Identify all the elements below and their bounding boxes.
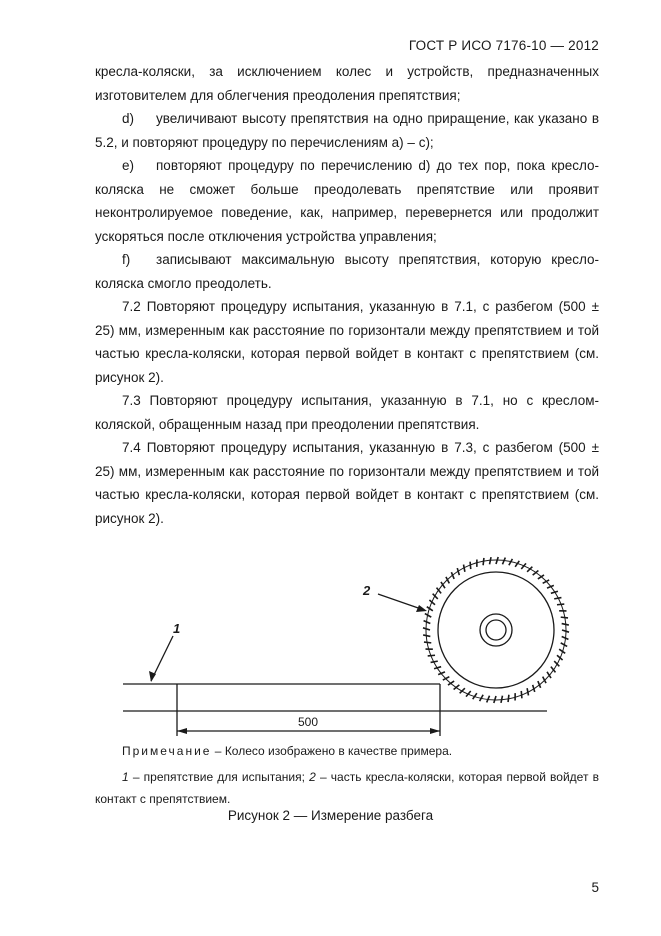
figure-label-2: 2 xyxy=(363,583,371,598)
wheel-tread-marks xyxy=(423,557,569,703)
tread-mark xyxy=(470,562,471,569)
tread-mark xyxy=(490,557,492,564)
note-label: Примечание xyxy=(122,744,212,758)
tread-mark xyxy=(423,628,430,630)
wheel-hub-inner xyxy=(486,620,506,640)
list-label: d) xyxy=(122,111,135,126)
legend-text-2: – часть кресла-коляски, которая первой войдет в контакт с препятствием. xyxy=(95,770,599,806)
tread-mark xyxy=(494,696,496,703)
list-text: повторяют процедуру по перечислению d) до тех пор, пока кресло-коляска не сможет больше преодолевать препятствие или проявит неконтролируемое поведение, как, например, перевернется или продолжит ускоряться после отключения устройства управления; xyxy=(95,158,599,244)
paragraph-continuation: кресла-коляски, за исключением колес и устройств, предназначенных изготовителем для облегчения преодоления препятствия; xyxy=(95,64,599,103)
tread-mark xyxy=(561,617,568,618)
dimension-arrow-left xyxy=(177,728,187,734)
tread-mark xyxy=(554,598,561,599)
tread-mark xyxy=(457,568,459,575)
tread-mark xyxy=(557,604,564,605)
tread-mark xyxy=(533,685,535,692)
tread-mark xyxy=(423,635,430,637)
list-label: f) xyxy=(122,252,131,267)
wheel-inner-circle xyxy=(438,572,554,688)
page-number: 5 xyxy=(591,880,599,895)
legend-number-1: 1 xyxy=(122,770,129,784)
note-dash: – xyxy=(211,744,225,758)
list-item-e xyxy=(95,154,599,248)
tread-mark xyxy=(483,558,484,565)
tread-mark xyxy=(424,642,431,643)
figure-drawing xyxy=(95,540,575,740)
legend-text-1: – препятствие для испытания; xyxy=(128,770,310,784)
tread-mark xyxy=(562,624,569,626)
tread-mark xyxy=(501,696,503,703)
paragraph-7-3: 7.3 Повторяют процедуру испытания, указанную в 7.1, но с креслом-коляской, обращенным назад при преодолении препятствия. xyxy=(95,393,599,432)
paragraph-7-2: 7.2 Повторяют процедуру испытания, указанную в 7.1, с разбегом (500 ± 25) мм, измеренным как расстояние по горизонтали между препятствием и той частью кресла-коляски, которая первой войдет в контакт с препятствием (см. рисунок 2). xyxy=(95,299,599,385)
figure-legend xyxy=(95,766,599,810)
paragraph-7-4: 7.4 Повторяют процедуру испытания, указанную в 7.3, с разбегом (500 ± 25) мм, измеренным как расстояние по горизонтали между препятствием и той частью кресла-коляски, которая первой войдет в контакт с препятствием (см. рисунок 2). xyxy=(95,440,599,526)
tread-mark xyxy=(508,695,509,702)
tread-mark xyxy=(428,655,435,656)
tread-mark xyxy=(562,630,569,632)
figure-note xyxy=(122,744,602,758)
tread-mark xyxy=(434,667,441,669)
list-text: увеличивают высоту препятствия на одно приращение, как указано в 5.2, и повторяют процедуру по перечислениям a) – c); xyxy=(95,111,599,150)
list-item-d xyxy=(95,107,599,154)
list-label: e) xyxy=(122,158,135,173)
wheel-hub-outer xyxy=(480,614,512,646)
note-text: Колесо изображено в качестве примера. xyxy=(224,744,453,758)
tread-mark xyxy=(431,661,438,662)
wheel-tread-circle xyxy=(426,560,566,700)
tread-mark xyxy=(464,565,465,572)
tread-mark xyxy=(496,557,498,564)
document-header: ГОСТ Р ИСО 7176-10 — 2012 xyxy=(408,38,599,53)
tread-mark xyxy=(527,688,528,695)
body-text xyxy=(95,60,599,530)
arrowhead-2 xyxy=(416,605,427,612)
leader-line-2 xyxy=(378,594,424,610)
dimension-value: 500 xyxy=(297,715,319,729)
figure-label-1: 1 xyxy=(173,621,181,636)
list-item-f xyxy=(95,248,599,295)
tread-mark xyxy=(551,591,558,593)
figure-caption: Рисунок 2 — Измерение разбега xyxy=(227,808,434,823)
dimension-arrow-right xyxy=(430,728,440,734)
figure-run-up-measurement xyxy=(95,540,575,740)
tread-mark xyxy=(521,691,522,698)
list-text: записывают максимальную высоту препятствия, которую кресло-коляска смогло преодолеть. xyxy=(95,252,599,291)
legend-number-2: 2 xyxy=(309,770,316,784)
